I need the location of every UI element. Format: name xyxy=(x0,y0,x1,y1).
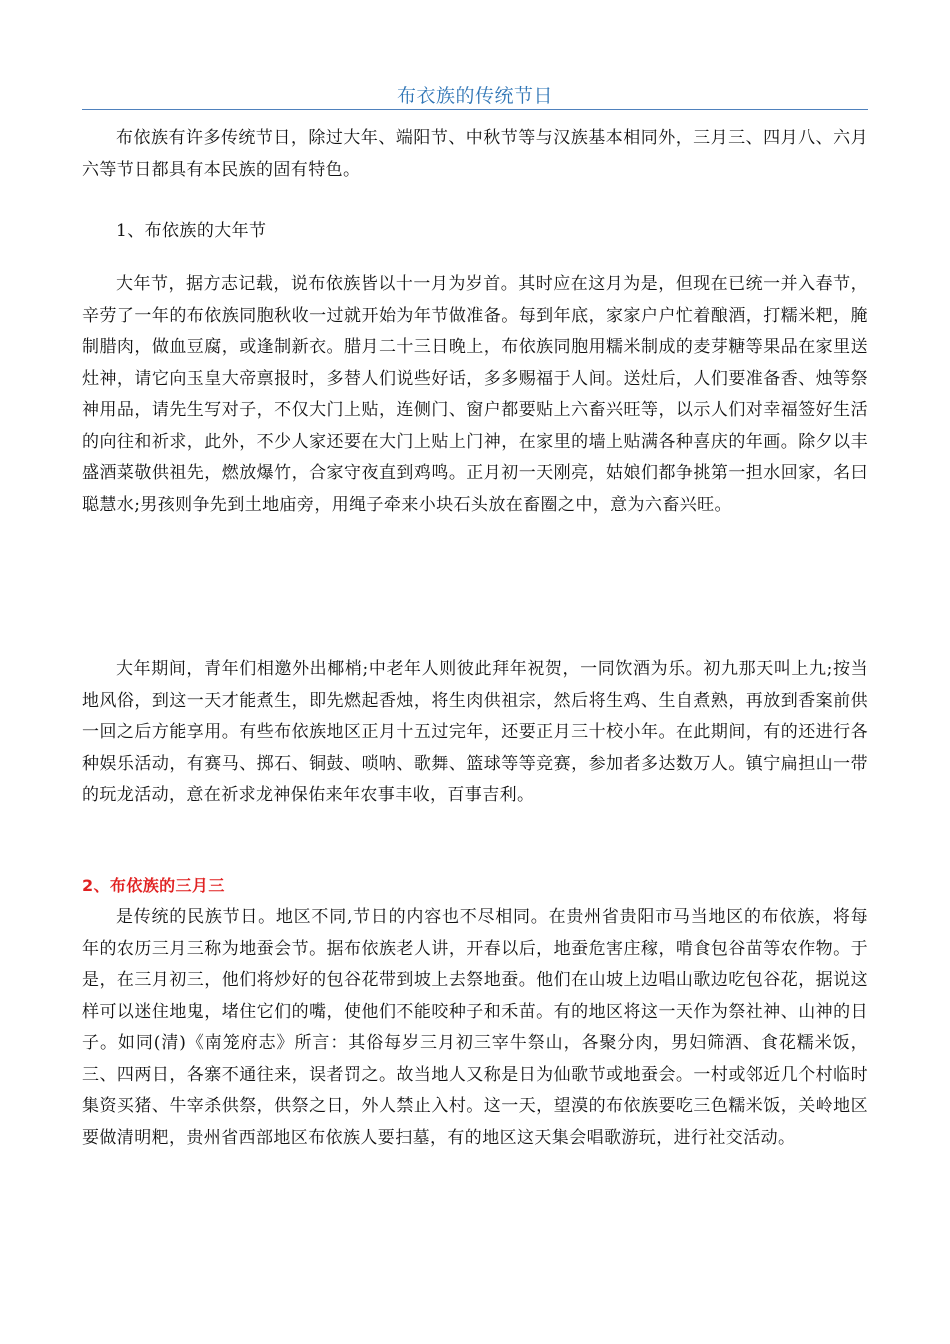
intro-paragraph: 布依族有许多传统节日，除过大年、端阳节、中秋节等与汉族基本相同外，三月三、四月八、六月六等节日都具有本民族的固有特色。 xyxy=(82,128,868,180)
section1-paragraph-1: 大年节，据方志记载，说布依族皆以十一月为岁首。其时应在这月为是，但现在已统一并入春节，辛劳了一年的布依族同胞秋收一过就开始为年节做准备。每到年底，家家户户忙着酿酒，打糯米粑，腌制腊肉，做血豆腐，或逢制新衣。腊月二十三日晚上，布依族同胞用糯米制成的麦芽糖等果品在家里送灶神，请它向玉皇大帝禀报时，多替人们说些好话，多多赐福于人间。送灶后，人们要准备香、烛等祭神用品，请先生写对子，不仅大门上贴，连侧门、窗户都要贴上六畜兴旺等，以示人们对幸福签好生活的向往和祈求，此外，不少人家还要在大门上贴上门神，在家里的墙上贴满各种喜庆的年画。除夕以丰盛酒菜敬供祖先，燃放爆竹，合家守夜直到鸡鸣。正月初一天刚亮，姑娘们都争挑第一担水回家，名曰聪慧水;男孩则争先到土地庙旁，用绳子牵来小块石头放在畜圈之中，意为六畜兴旺。 xyxy=(82,274,868,515)
title-underline xyxy=(82,109,868,110)
section2-paragraph-1: 是传统的民族节日。地区不同,节日的内容也不尽相同。在贵州省贵阳市马当地区的布依族，将每年的农历三月三称为地蚕会节。据布依族老人讲，开春以后，地蚕危害庄稼，啃食包谷苗等农作物。于是，在三月初三，他们将炒好的包谷花带到坡上去祭地蚕。他们在山坡上边唱山歌边吃包谷花，据说这样可以迷住地鬼，堵住它们的嘴，使他们不能咬种子和禾苗。有的地区将这一天作为祭社神、山神的日子。如同(清)《南笼府志》所言：其俗每岁三月初三宰牛祭山，各聚分肉，男妇筛酒、食花糯米饭，三、四两日，各寨不通往来，误者罚之。故当地人又称是日为仙歌节或地蚕会。一村或邻近几个村临时集资买猪、牛宰杀供祭，供祭之日，外人禁止入村。这一天，望漠的布依族要吃三色糯米饭，关岭地区要做清明粑，贵州省西部地区布依族人要扫墓，有的地区这天集会唱歌游玩，进行社交活动。 xyxy=(82,907,868,1148)
section1-heading: 1、布依族的大年节 xyxy=(116,221,267,241)
section2-heading: 2、布依族的三月三 xyxy=(82,876,225,895)
section1-paragraph-2: 大年期间，青年们相邀外出椰梢;中老年人则彼此拜年祝贺，一同饮酒为乐。初九那天叫上九;按当地风俗，到这一天才能煮生，即先燃起香烛，将生肉供祖宗，然后将生鸡、生自煮熟，再放到香案前供一回之后方能享用。有些布依族地区正月十五过完年，还要正月三十校小年。在此期间，有的还进行各种娱乐活动，有赛马、掷石、铜鼓、唢呐、歌舞、篮球等等竞赛，参加者多达数万人。镇宁扁担山一带的玩龙活动，意在祈求龙神保佑来年农事丰收，百事吉利。 xyxy=(82,659,868,805)
document-title: 布衣族的传统节日 xyxy=(396,85,553,107)
